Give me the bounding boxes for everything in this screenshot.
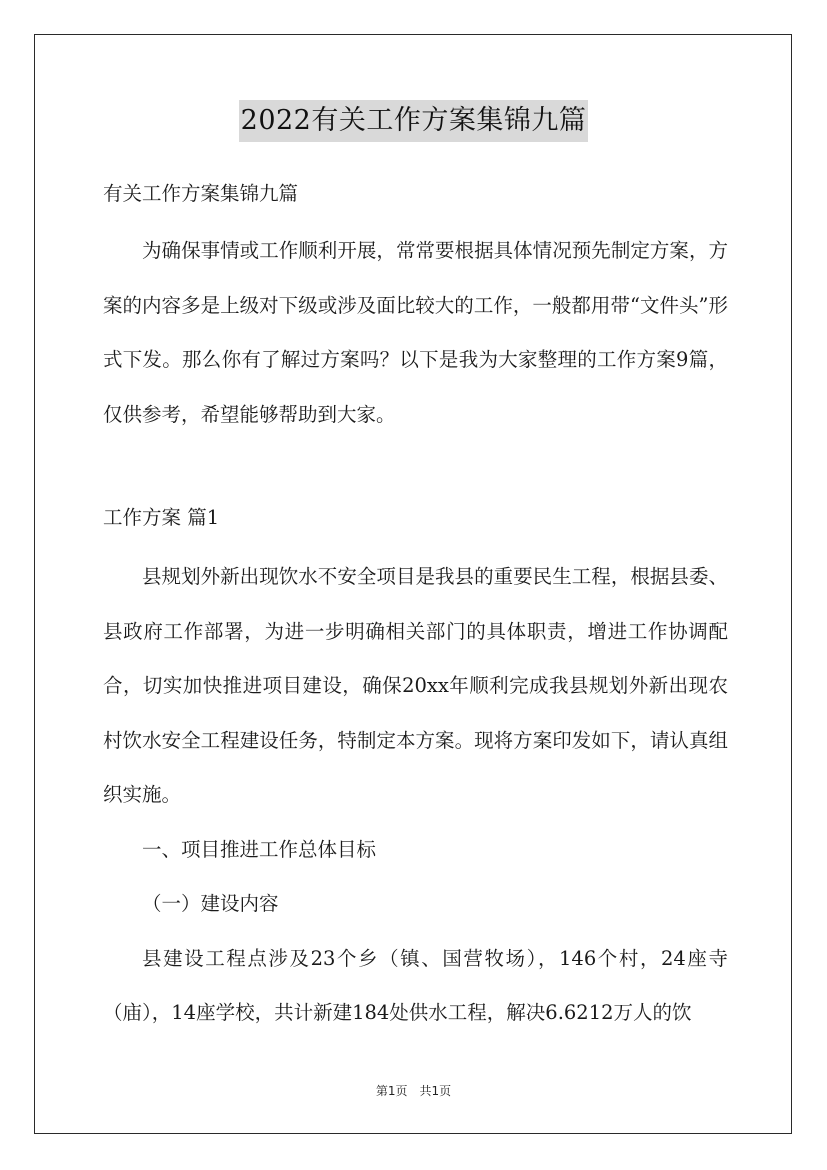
document-title: 2022有关工作方案集锦九篇 (239, 100, 589, 142)
page-footer (0, 1082, 827, 1099)
page-total: 共1页 (419, 1084, 452, 1098)
section-heading: 工作方案 篇1 (103, 506, 220, 529)
heading-level-1: 一、项目推进工作总体目标 (142, 837, 377, 861)
section-paragraph: 县建设工程点涉及23个乡（镇、国营牧场），146个村，24座寺（庙），14座学校，共计新建184处供水工程，解决6.6212万人的饮 (103, 946, 728, 1024)
intro-paragraph: 为确保事情或工作顺利开展，常常要根据具体情况预先制定方案，方案的内容多是上级对下级或涉及面比较大的工作，一般都用带“文件头”形式下发。那么你有了解过方案吗？以下是我为大家整理的工作方案9篇，仅供参考，希望能够帮助到大家。 (103, 239, 728, 426)
title-container (0, 100, 827, 142)
document-subtitle: 有关工作方案集锦九篇 (103, 182, 299, 205)
page-number: 第1页 (375, 1084, 408, 1098)
heading-level-2: （一）建设内容 (142, 892, 279, 915)
section-paragraph: 县规划外新出现饮水不安全项目是我县的重要民生工程，根据县委、县政府工作部署，为进一步明确相关部门的具体职责，增进工作协调配合，切实加快推进项目建设，确保20xx年顺利完成我县规划外新出现农村饮水安全工程建设任务，特制定本方案。现将方案印发如下，请认真组织实施。 (103, 565, 728, 806)
document-body (103, 172, 728, 1041)
